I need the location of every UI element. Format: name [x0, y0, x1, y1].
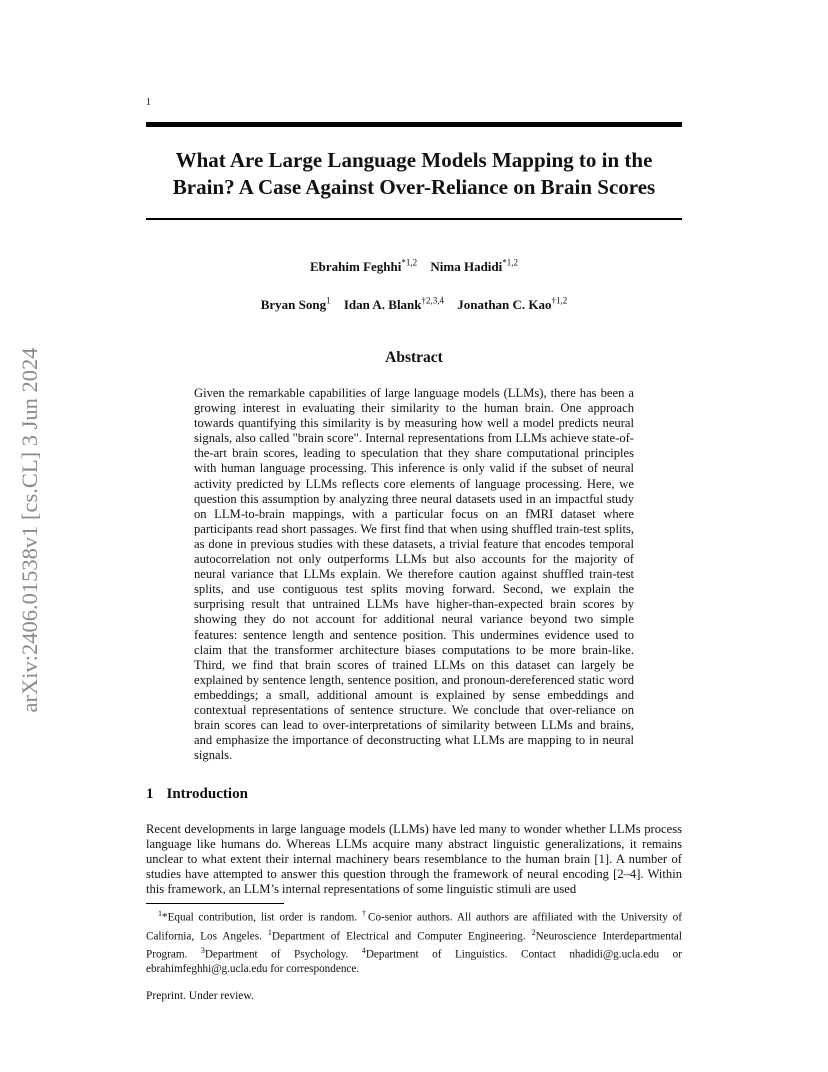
- author: [430, 259, 518, 274]
- paper-title: [146, 147, 682, 201]
- author-name: Jonathan C. Kao: [457, 297, 552, 313]
- author-affiliation: 1: [326, 296, 331, 306]
- footnote-text: Neuroscience Interdepartmental Program.: [146, 930, 682, 961]
- footnote-mark: 3: [200, 946, 205, 956]
- author-row-1: [146, 258, 682, 275]
- footnote-mark: 1: [267, 927, 272, 937]
- arxiv-stamp-text: arXiv:2406.01538v1 [cs.CL] 3 Jun 2024: [17, 347, 42, 713]
- author: [310, 259, 417, 274]
- footnote-text: Department of Psychology.: [204, 948, 362, 961]
- author-name: Nima Hadidi: [430, 259, 503, 275]
- preprint-note: Preprint. Under review.: [146, 990, 254, 1002]
- abstract-body: Given the remarkable capabilities of large language models (LLMs), there has been a growing interest in evaluating their similarity to the human brain. One approach towards quantifying this similarity is by measuring how well a model predicts neural signals, also called "brain score". Internal representations from LLMs achieve state-of-the-art brain scores, leading to speculation that they share computational principles with human language processing. This inference is only valid if the subset of neural activity predicted by LLMs reflects core elements of language processing. Here, we question this assumption by analyzing three neural datasets used in an impactful study on LLM-to-brain mappings, with a particular focus on an fMRI dataset where participants read short passages. We first find that when using shuffled train-test splits, as done in previous studies with these datasets, a trivial feature that encodes temporal autocorrelation not only outperforms LLMs but also accounts for the majority of neural variance that LLMs explain. We therefore caution against shuffled train-test splits, and use contiguous test splits moving forward. Second, we explain the surprising result that untrained LLMs have higher-than-expected brain scores by showing they do not account for additional neural variance beyond two simple features: sentence length and sentence position. This undermines evidence used to claim that the transformer architecture biases computations to be more brain-like. Third, we find that brain scores of trained LLMs on this dataset can largely be explained by sentence length, sentence position, and pronoun-dereferenced static word embeddings; a small, additional amount is explained by sense embeddings and contextual representations of sentence structure. We conclude that over-reliance on brain scores can lead to over-interpretations of similarity between LLMs and brains, and emphasize the importance of deconstructing what LLMs are mapping to in neural signals.: [194, 386, 634, 763]
- page-number: 1: [146, 97, 151, 108]
- author-name: Idan A. Blank: [343, 297, 422, 313]
- author-affiliation: *1,2: [502, 258, 518, 268]
- author-row-2: [146, 296, 682, 313]
- footnote-text: Department of Electrical and Computer Engineering.: [271, 930, 532, 943]
- footnote-rule: [146, 903, 284, 904]
- footnote-text: Department of Linguistics. Contact nhadidi@g.ucla.edu or ebrahimfeghhi@g.ucla.edu for correspondence.: [146, 948, 682, 975]
- author-affiliation: †1,2: [551, 296, 568, 306]
- author-affiliation: †2,3,4: [421, 296, 445, 306]
- author-name: Ebrahim Feghhi: [310, 259, 402, 275]
- title-line-2: Brain? A Case Against Over-Reliance on Brain Scores: [172, 175, 656, 199]
- author-affiliation: *1,2: [401, 258, 418, 268]
- author: [261, 297, 331, 312]
- footnote-text: *Equal contribution, list order is random.: [162, 911, 362, 924]
- title-top-rule: [146, 122, 682, 127]
- footnote-mark: 1: [158, 909, 162, 918]
- abstract-heading: Abstract: [385, 349, 443, 366]
- title-line-1: What Are Large Language Models Mapping to in the: [175, 148, 653, 172]
- arxiv-stamp: [10, 300, 50, 760]
- footnote-text: Co-senior authors. All authors are affiliated with the University of California, Los Angeles.: [146, 911, 682, 943]
- footnote-mark: 2: [531, 927, 536, 937]
- section-number: 1: [146, 786, 154, 802]
- footnote: [146, 907, 682, 976]
- section-title: Introduction: [166, 786, 248, 802]
- intro-paragraph: Recent developments in large language models (LLMs) have led many to wonder whether LLMs process language like humans do. Whereas LLMs acquire many abstract linguistic generalizations, it remains unclear to what extent their internal machinery bears resemblance to the human brain [1]. A number of studies have attempted to answer this question through the framework of neural encoding [2–4]. Within this framework, an LLM’s internal representations of some linguistic stimuli are used: [146, 822, 682, 896]
- author-name: Bryan Song: [260, 297, 327, 313]
- title-bottom-rule: [146, 218, 682, 220]
- footnote-mark: 4: [361, 946, 366, 956]
- author: [457, 297, 567, 312]
- section-heading: [146, 786, 248, 803]
- author: [344, 297, 444, 312]
- footnote-mark: †: [361, 909, 368, 918]
